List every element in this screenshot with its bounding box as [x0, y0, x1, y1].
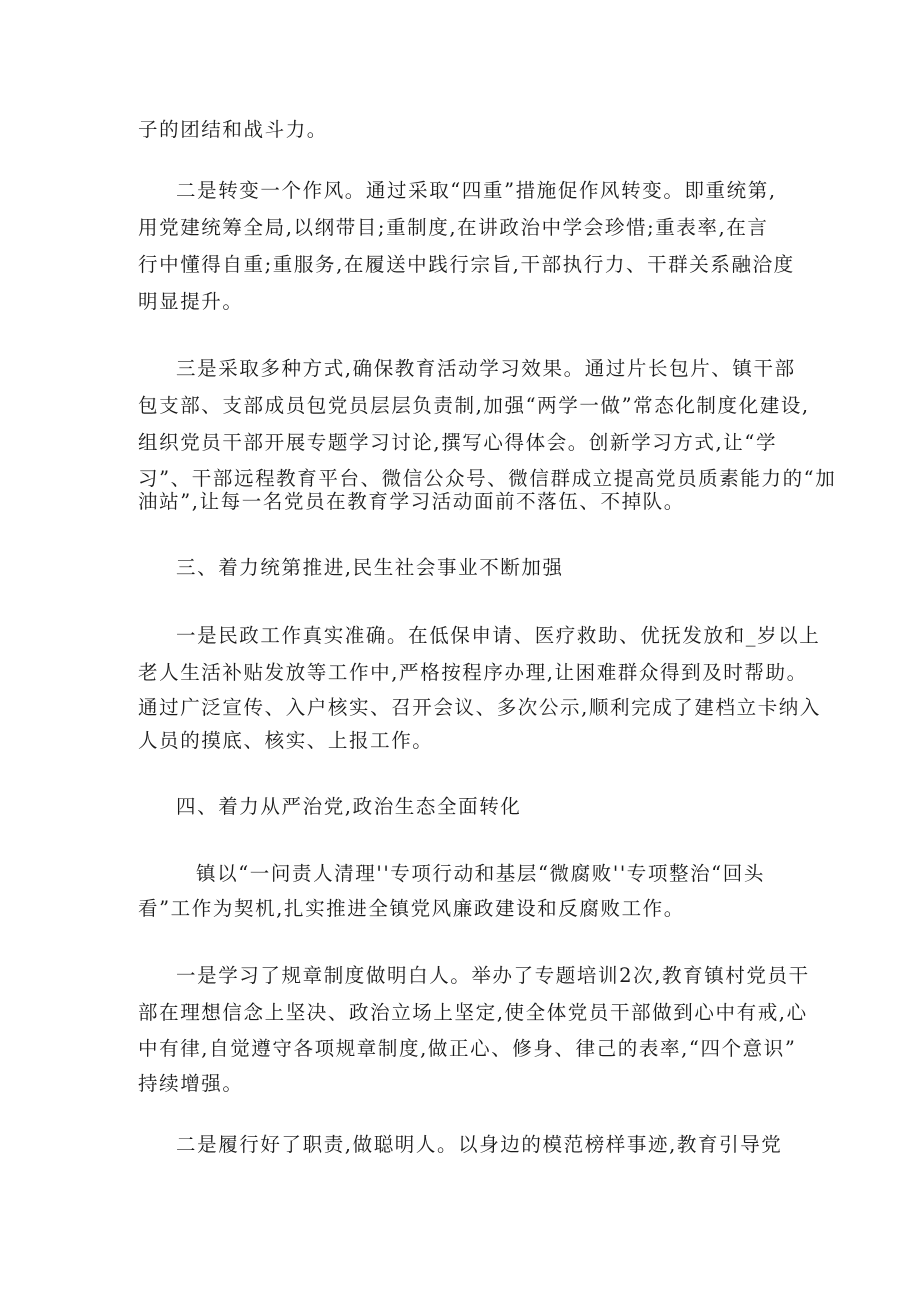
paragraph-line: 包支部、支部成员包党员层层负责制,加强“两学一做”常态化制度化建设,: [138, 394, 810, 417]
paragraph-line: 油站”,让每一名党员在教育学习活动面前不落伍、不掉队。: [138, 490, 685, 513]
paragraph-line: 组织党员干部开展专题学习讨论,撰写心得体会。创新学习方式,让“学: [138, 431, 778, 454]
paragraph-line: 明显提升。: [138, 290, 244, 313]
paragraph-line: 老人生活补贴发放等工作中,严格按程序办理,让困难群众得到及时帮助。: [138, 661, 808, 684]
paragraph-line: 二是履行好了职责,做聪明人。以身边的模范榜样事迹,教育引导党: [176, 1133, 783, 1156]
paragraph-line: 用党建统筹全局,以纲带目;重制度,在讲政治中学会珍惜;重表率,在言: [138, 216, 769, 239]
paragraph-line: 一是民政工作真实准确。在低保申请、医疗救助、优抚发放和_岁以上: [176, 624, 821, 647]
paragraph-line: 习”、干部远程教育平台、微信公众号、微信群成立提高党员质素能力的“加: [138, 467, 837, 490]
paragraph-line: 一是学习了规章制度做明白人。举办了专题培训2次,教育镇村党员干: [176, 964, 810, 987]
paragraph-line: 人员的摸底、核实、上报工作。: [138, 729, 434, 752]
paragraph-line: 看”工作为契机,扎实推进全镇党风廉政建设和反腐败工作。: [138, 897, 685, 920]
section-heading: 四、着力从严治党,政治生态全面转化: [176, 795, 522, 818]
paragraph-line: 子的团结和战斗力。: [138, 118, 328, 141]
paragraph-line: 行中懂得自重;重服务,在履送中践行宗旨,干部执行力、干群关系融洽度: [138, 253, 795, 276]
paragraph-line: 三是采取多种方式,确保教育活动学习效果。通过片长包片、镇干部: [176, 357, 796, 380]
paragraph-line: 部在理想信念上坚决、政治立场上坚定,使全体党员干部做到心中有戒,心: [138, 1001, 808, 1024]
paragraph-line: 中有律,自觉遵守各项规章制度,做正心、修身、律己的表率,“四个意识”: [138, 1037, 797, 1060]
paragraph-line: 通过广泛宣传、入户核实、召开会议、多次公示,顺利完成了建档立卡纳入: [138, 696, 821, 719]
paragraph-line: 镇以“一问责人清理''专项行动和基层“微腐败''专项整治“回头: [196, 862, 765, 885]
paragraph-line: 二是转变一个作风。通过采取“四重”措施促作风转变。即重统第,: [176, 179, 777, 202]
paragraph-line: 持续增强。: [138, 1072, 244, 1095]
section-heading: 三、着力统第推进,民生社会事业不断加强: [176, 556, 564, 579]
